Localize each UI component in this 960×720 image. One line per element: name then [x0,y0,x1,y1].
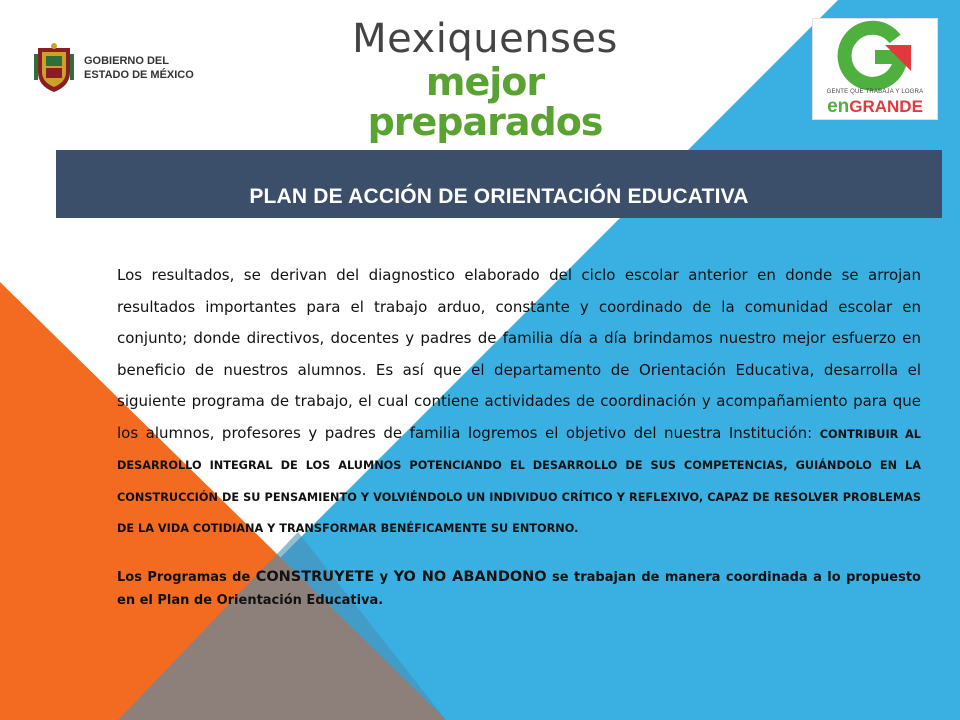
paragraph-2-part2: y [374,569,394,585]
paragraph-2-part3: se trabajan de manera coordinada a lo propuesto en el Plan de Orientación Educativa. [117,569,921,608]
title-bar [56,150,942,218]
paragraph-1 [117,260,921,544]
government-logo [32,42,194,94]
paragraph-1-text: Los resultados, se derivan del diagnostico elaborado del ciclo escolar anterior en donde se arrojan resultados importantes para el trabajo arduo, constante y coordinado de la comunidad escolar en conjunto; donde directivos, docentes y padres de familia día a día brindamos nuestro mejor esfuerzo en beneficio de nuestros alumnos. Es así que el departamento de Orientación Educativa, desarrolla el siguiente programa de trabajo, el cual contiene actividades de coordinación y acompañamiento para que los alumnos, profesores y padres de familia logremos el objetivo del nuestra Institución: [117,266,921,442]
program-construyete: CONSTRUYETE [255,568,375,585]
g-letter-icon [813,19,937,91]
brand-logo [812,18,938,120]
government-name-line1: GOBIERNO DEL [84,55,169,67]
body-text [117,260,921,612]
government-name-line2: ESTADO DE MÉXICO [84,69,194,81]
program-yo-no-abandono: YO NO ABANDONO [393,568,547,585]
brand-tagline: GENTE QUE TRABAJA Y LOGRA [826,89,924,95]
page-title: PLAN DE ACCIÓN DE ORIENTACIÓN EDUCATIVA [249,185,749,208]
brand-name-grande: GRANDE [849,97,923,116]
campaign-line1: Mexiquenses [352,16,618,62]
coat-of-arms-icon [32,42,76,94]
brand-name-en: en [827,96,850,117]
campaign-line2: mejor preparados [367,60,603,144]
paragraph-2-part1: Los Programas de [117,569,256,585]
paragraph-1-objective: CONTRIBUIR AL DESARROLLO INTEGRAL DE LOS ALUMNOS POTENCIANDO EL DESARROLLO DE SUS COMPETENCIAS, GUIÁNDOLO EN LA CONSTRUCCIÓN DE SU PENSAMIENTO Y VOLVIÉNDOLO UN INDIVIDUO CRÍTICO Y REFLEXIVO, CAPAZ DE RESOLVER PROBLEMAS DE LA VIDA COTIDIANA Y TRANSFORMAR BENÉFICAMENTE SU ENTORNO. [117,427,921,535]
campaign-logo [320,16,650,142]
paragraph-2 [117,566,921,612]
government-name [84,54,194,82]
brand-name [815,97,935,118]
